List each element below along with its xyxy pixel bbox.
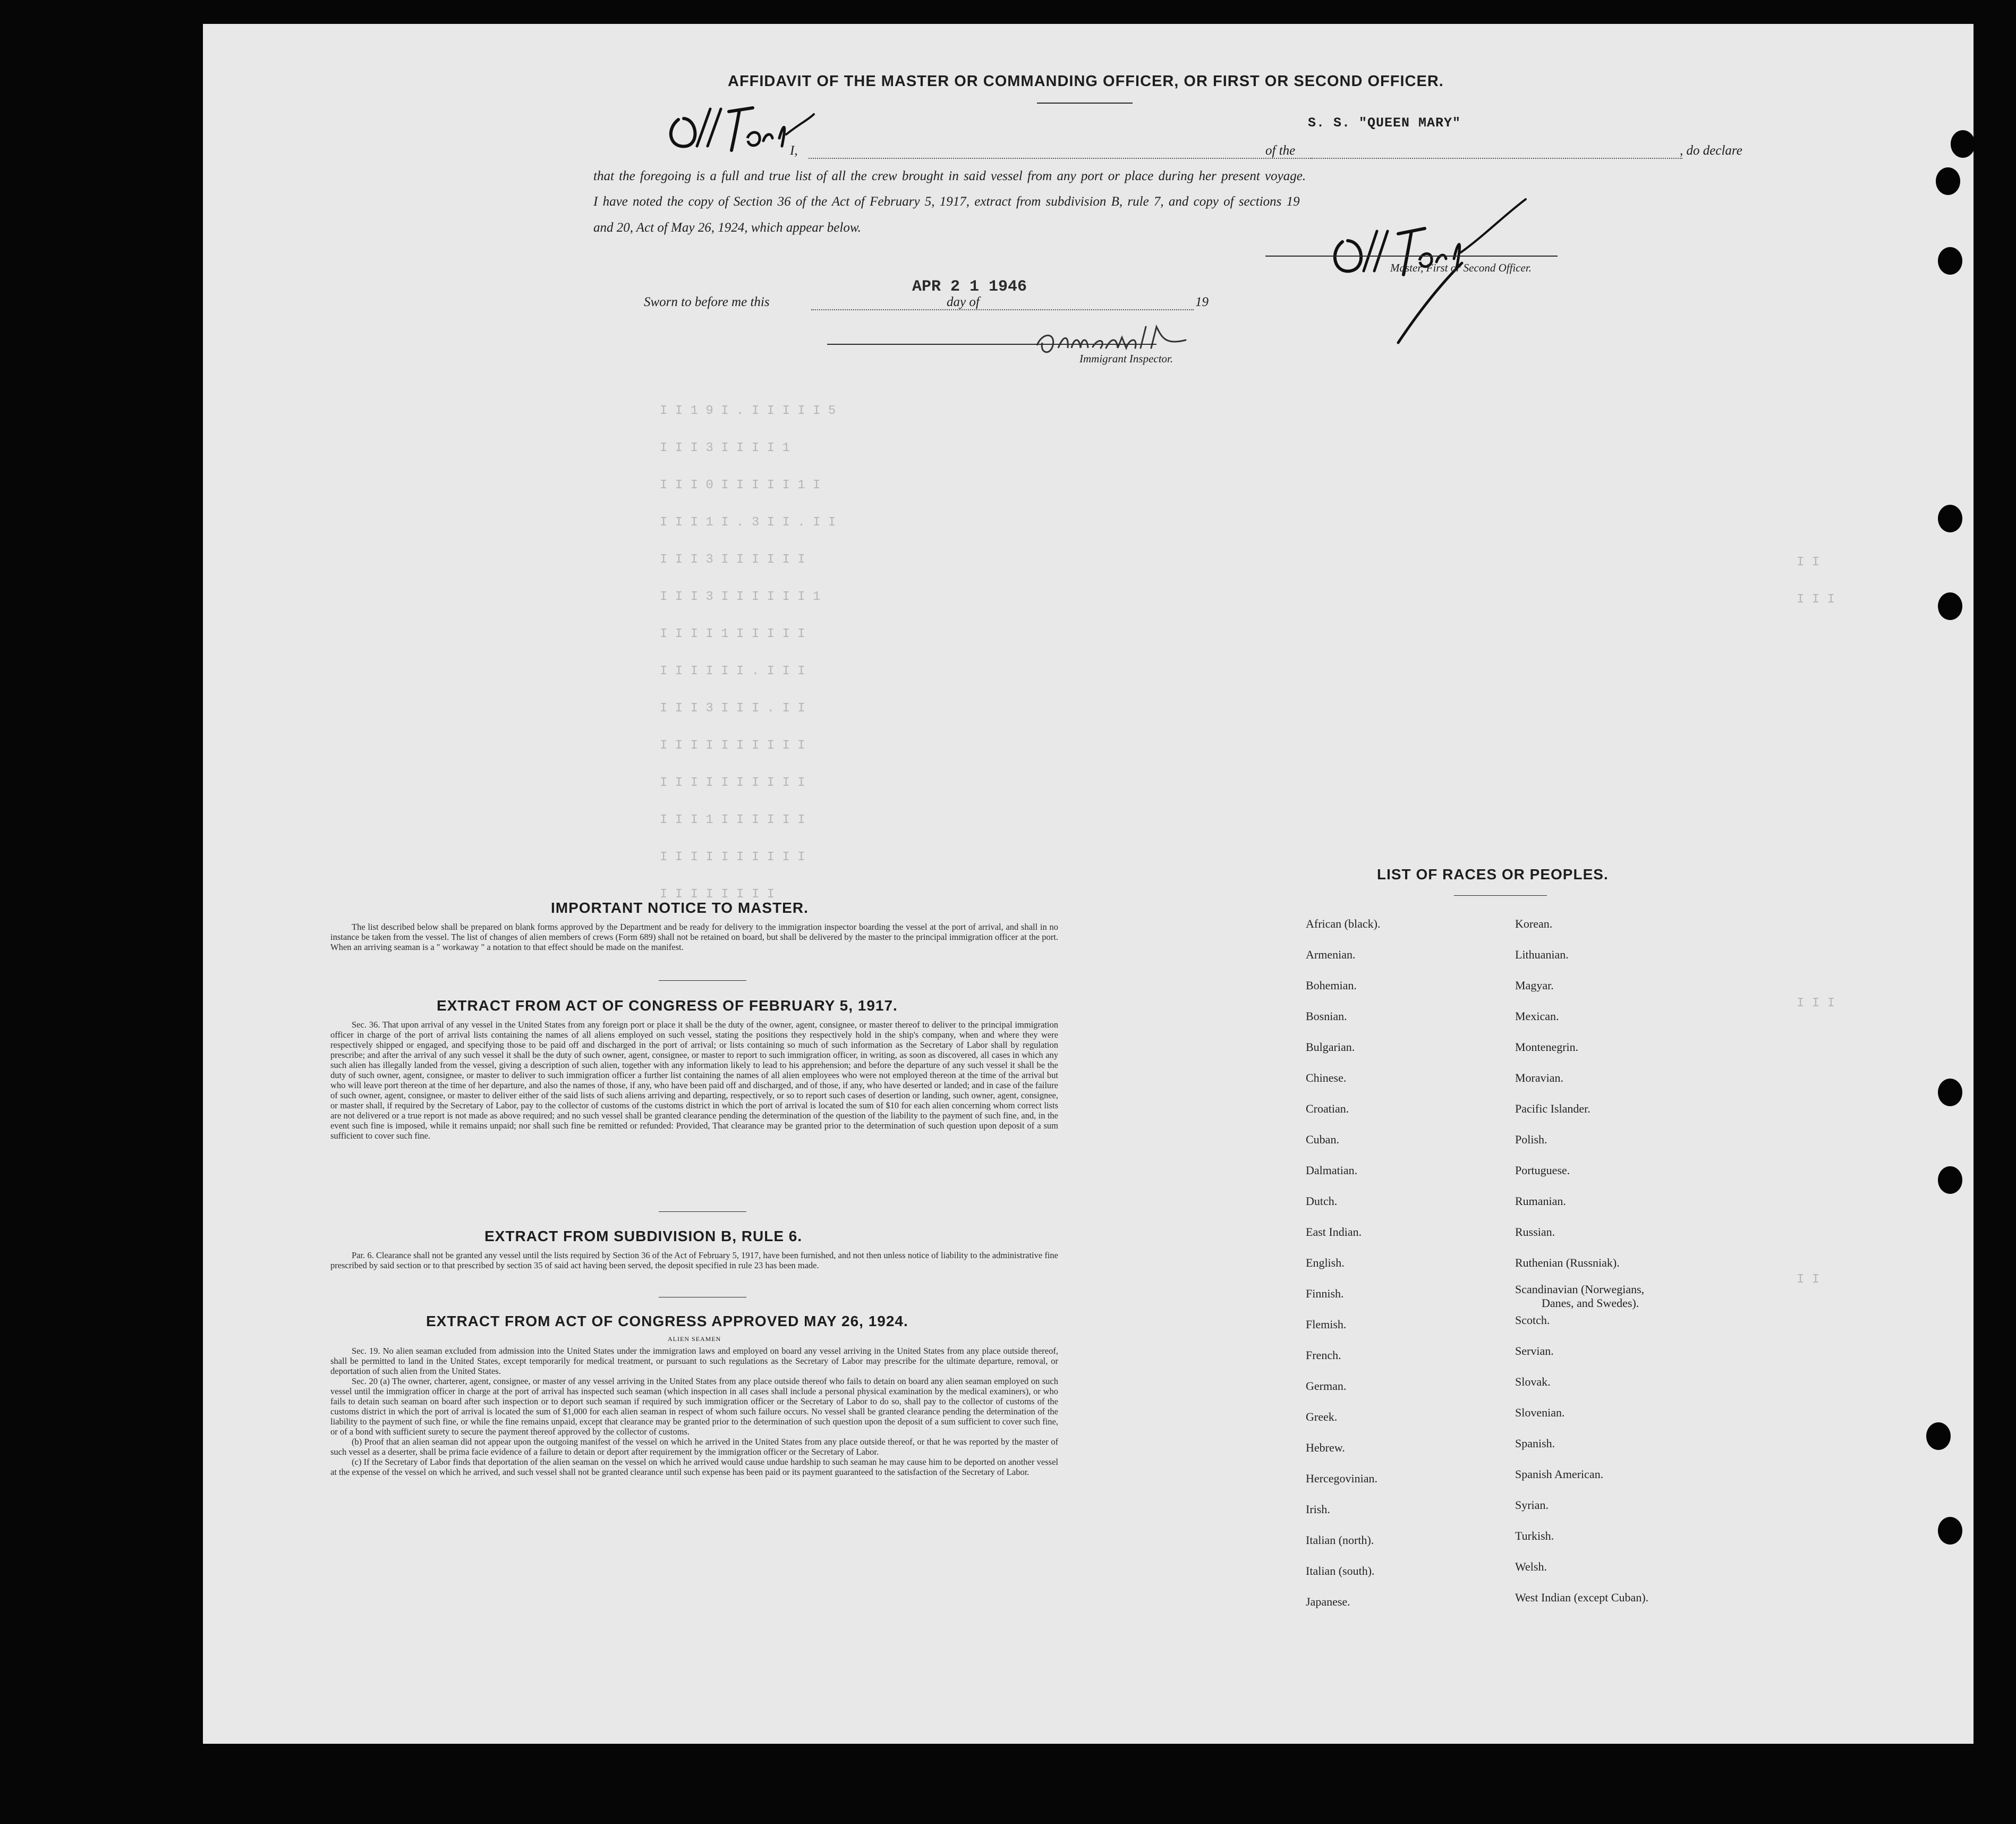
affidavit-i-label: I, (790, 143, 798, 158)
race-item: Montenegrin. (1515, 1040, 1579, 1054)
extract-rule6-title: EXTRACT FROM SUBDIVISION B, RULE 6. (484, 1228, 803, 1244)
sworn-date-stamp: APR 2 1 1946 (912, 278, 1027, 296)
race-item: Servian. (1515, 1344, 1554, 1358)
race-item: Bohemian. (1306, 979, 1357, 992)
race-item: African (black). (1306, 917, 1381, 930)
sec-19: Sec. 19. No alien seaman excluded from admission into the United States under the immigration laws and employed on board any vessel arriving in the United States from any place outside thereof, shall be permitted to land in the United States, except temporarily for medical treatment, or pursuant to such regulations as the Secretary of Labor may prescribe for the ultimate departure, removal, or deportation of such alien from the United States. (330, 1346, 1058, 1376)
race-item: Mexican. (1515, 1009, 1559, 1023)
do-declare-label: , do declare (1680, 143, 1742, 158)
race-item: Turkish. (1515, 1529, 1554, 1542)
races-title: LIST OF RACES OR PEOPLES. (1377, 866, 1609, 883)
extract-1924-text (330, 1346, 1058, 1477)
race-item: Portuguese. (1515, 1164, 1570, 1177)
race-item: Scandinavian (Norwegians, (1515, 1283, 1645, 1296)
notice-text: The list described below shall be prepared on blank forms approved by the Department and be ready for delivery to the immigration inspector boarding the vessel at the port of arrival, and shall in no instance be taken from the vessel. The list of changes of alien members of crews (Form 689) shall not be retained on board, but shall be delivered by the master to the principal immigration officer at the port. When an arriving seaman is a " workaway " a notation to that effect should be made on the manifest. (330, 922, 1058, 952)
race-item: Russian. (1515, 1225, 1555, 1238)
affidavit-line-2: that the foregoing is a full and true list of all the crew brought in said vessel from any port or place during her present voyage. (593, 169, 1306, 183)
race-item: Cuban. (1306, 1133, 1339, 1146)
race-item: Polish. (1515, 1133, 1547, 1146)
day-of-label: day of (947, 295, 980, 309)
inspector-caption: Immigrant Inspector. (1079, 352, 1173, 365)
extract-rule6-text: Par. 6. Clearance shall not be granted any vessel until the lists required by Section 36 of the Act of February 5, 1917, have been furnished, and not then unless notice of liability to the administrative fine prescribed by said section or to that prescribed by section 35 of said act having been served, the deposit specified in rule 23 has been made. (330, 1250, 1058, 1270)
race-item: Italian (south). (1306, 1564, 1375, 1577)
race-item: Greek. (1306, 1410, 1338, 1423)
race-item: Hercegovinian. (1306, 1472, 1377, 1485)
officer-caption: Master, First or Second Officer. (1390, 261, 1532, 274)
race-item: Dutch. (1306, 1194, 1338, 1208)
year-prefix: 19 (1195, 295, 1209, 309)
race-item: Hebrew. (1306, 1441, 1345, 1454)
sec-20a: Sec. 20 (a) The owner, charterer, agent, consignee, or master of any vessel arriving in the United States from any place outside thereof who fails to detain on board any alien seaman employed on such vessel until the immigration officer in charge at the port of arrival has inspected such seaman (which inspection in all cases shall include a personal physical examination by the medical examiners), or who fails to detain such seaman on board after such inspection or to deport such seaman if required by such immigration officer or the Secretary of Labor to do so, shall pay to the collector of customs of the customs district in which the port of arrival is located the sum of $1,000 for each alien seaman in respect of whom such failure occurs. No vessel shall be granted clearance pending the determination of the liability to the payment of such fine, or while the fine remains unpaid, except that clearance may be granted prior to the determination of such question upon the deposit of a sum sufficient to cover such fine, or of a bond with sufficient surety to secure the payment thereof approved by the collector of customs. (330, 1376, 1058, 1437)
race-item: Armenian. (1306, 948, 1356, 961)
race-item: East Indian. (1306, 1225, 1362, 1238)
affidavit-of-the-label: of the (1265, 143, 1296, 158)
extract-1917-text: Sec. 36. That upon arrival of any vessel in the United States from any foreign port or place it shall be the duty of the owner, agent, consignee, or master thereof to deliver to the principal immigration officer in charge of the port of arrival lists containing the names of all aliens employed on such vessel, stating the positions they respectively hold in the ship's company, when and where they were respectively shipped or engaged, and specifying those to be paid off and discharged in the port of arrival; or lists containing so much of such information as the Secretary of Labor shall by regulation prescribe; and after the arrival of any such vessel it shall be the duty of such owner, agent, consignee, or master to report to such immigration officer, in writing, as soon as discovered, all cases in which any such alien has illegally landed from the vessel, giving a description of such alien, together with any information likely to lead to his apprehension; and before the departure of any such vessel it shall be the duty of such owner, agent, consignee, or master to deliver to such immigration officer a further list containing the names of all alien employees who were not employed thereon at the time of the arrival but who will leave port thereon at the time of her departure, and also the names of those, if any, who have been paid off and discharged, and of those, if any, who have deserted or landed; and in case of the failure of such owner, agent, consignee, or master to deliver either of the said lists of such aliens arriving and departing, respectively, or so to report such cases of desertion or landing, such owner, agent, consignee, or master shall, if required by the Secretary of Labor, pay to the collector of customs of the customs district in which the port of arrival is located the sum of $10 for each alien concerning whom correct lists are not delivered or a true report is not made as above required; and no such vessel shall be granted clearance pending the determination of the question of the liability to the payment of such fine, and, in the event such fine is imposed, while it remains unpaid; nor shall such fine be remitted or refunded: Provided, That clearance may be granted prior to the determination of such question upon deposit of a sum sufficient to cover such fine. (330, 1020, 1058, 1141)
race-item: Irish. (1306, 1503, 1330, 1516)
vessel-name: S. S. "QUEEN MARY" (1308, 115, 1461, 131)
race-item-continued: Danes, and Swedes). (1542, 1296, 1639, 1310)
race-item: Finnish. (1306, 1287, 1344, 1300)
race-item: Spanish. (1515, 1437, 1555, 1450)
race-item: West Indian (except Cuban). (1515, 1591, 1649, 1604)
sec-20c: (c) If the Secretary of Labor finds that deportation of the alien seaman on the vessel on which he arrived would cause undue hardship to such seaman he may cause him to be deported on another vessel at the expense of the vessel on which he arrived, and such vessel shall not be granted clearance until such expense has been paid or its payment guaranteed to the satisfaction of the Secretary of Labor. (330, 1457, 1058, 1477)
race-item: French. (1306, 1348, 1341, 1362)
affidavit-line-3: I have noted the copy of Section 36 of the Act of February 5, 1917, extract from subdivision B, rule 7, and copy of sections 19 (593, 194, 1300, 209)
race-item: Spanish American. (1515, 1467, 1604, 1481)
race-item: Slovak. (1515, 1375, 1551, 1388)
race-item: Croatian. (1306, 1102, 1349, 1115)
race-item: German. (1306, 1379, 1347, 1393)
race-item: Italian (north). (1306, 1533, 1374, 1547)
race-item: Lithuanian. (1515, 948, 1569, 961)
sec-20b: (b) Proof that an alien seaman did not appear upon the outgoing manifest of the vessel on which he arrived in the United States from any place outside thereof, or that he was reported by the master of such vessel as a deserter, shall be prima facie evidence of a failure to detain or deport after requirement by the immigration officer or the Secretary of Labor. (330, 1437, 1058, 1457)
affidavit-title: AFFIDAVIT OF THE MASTER OR COMMANDING OFFICER, OR FIRST OR SECOND OFFICER. (728, 73, 1444, 90)
race-item: Dalmatian. (1306, 1164, 1358, 1177)
race-item: Syrian. (1515, 1498, 1549, 1512)
race-item: Magyar. (1515, 979, 1554, 992)
notice-title: IMPORTANT NOTICE TO MASTER. (551, 900, 809, 916)
race-item: Ruthenian (Russniak). (1515, 1256, 1620, 1269)
race-item: Bulgarian. (1306, 1040, 1355, 1054)
race-item: Flemish. (1306, 1318, 1347, 1331)
master-signature-1 (660, 88, 819, 178)
race-item: English. (1306, 1256, 1345, 1269)
extract-1924-subtitle: ALIEN SEAMEN (668, 1335, 721, 1343)
race-item: Moravian. (1515, 1071, 1564, 1084)
race-item: Slovenian. (1515, 1406, 1565, 1419)
race-item: Korean. (1515, 917, 1553, 930)
race-item: Rumanian. (1515, 1194, 1566, 1208)
race-item: Scotch. (1515, 1313, 1550, 1327)
race-item: Pacific Islander. (1515, 1102, 1590, 1115)
document-page: I I 1 9 I . I I I I I 5 I I I 3 I I I I 1 I I I 0 I I I I I 1 I I I I 1 I . 3 I I . I I I I I 3 I I I I I I I I I 3 I I I I I I 1 I I I I 1 I I I I I I I I I I I . I I I I I I 3 I I I . I I I I I I I I I I I I I I I I I I I I I I I I I 1 I I I I I I I I I I I I I I I I I I I I I I I I I I I I I I I I I I AFFIDAVIT OF THE MASTER OR COMMANDING OFFICER, OR FIRST OR SECOND OFFICER. I, of the S. S. "QUEEN MARY" , do declare that the foregoing is a full and true list of all the crew brought in said vessel from any port or place during her present voyage. I have noted the copy of Section 36 of the Act of February 5, 1917, extract from subdivision B, rule 7, and copy of sections 19 and 20, Act of May 26, 1924, which appear below. Master, First or Second Officer. Sworn to before me this APR 2 1 1946 day of 19 Immigrant Inspector. IMPORTANT NOTICE TO MASTER. The list described below shall be prepared on blank forms approved by the Department and be ready for delivery to the immigration inspector boarding the vessel at the port of arrival, and shall in no instance be taken from the vessel. The list of changes of alien members of crews (Form 689) shall not be retained on board, but shall be delivered by the master to the principal immigration officer at the port. When an arriving seaman is a " workaway " a notation to that effect should be made on the manifest. EXTRACT FROM ACT OF CONGRESS OF FEBRUARY 5, 1917. Sec. 36. That upon arrival of any vessel in the United States from any foreign port or place it shall be the duty of the owner, agent, consignee, or master thereof to deliver to the principal immigration officer in charge of the port of arrival lists containing the names of all aliens employed on such vessel, stating the positions they respectively hold in the ship's company, when and where they were respectively shipped or engaged, and specifying those to be paid off and discharged in the port of arrival; or lists containing so much of such information as the Secretary of Labor shall by regulation prescribe; and after the arrival of any such vessel it shall be the duty of such owner, agent, consignee, or master to report to such immigration officer, in writing, as soon as discovered, all cases in which any such alien has illegally landed from the vessel, giving a description of such alien, together with any information likely to lead to his apprehension; and before the departure of any such vessel it shall be the duty of such owner, agent, consignee, or master to deliver to such immigration officer a further list containing the names of all alien employees who were not employed thereon at the time of the arrival but who will leave port thereon at the time of her departure, and also the names of those, if any, who have been paid off and discharged, and of those, if any, who have deserted or landed; and in case of the failure of such owner, agent, consignee, or master to deliver either of the said lists of such aliens arriving and departing, respectively, or so to report such cases of desertion or landing, such owner, agent, consignee, or master shall, if required by the Secretary of Labor, pay to the collector of customs of the customs district in which the port of arrival is located the sum of $10 for each alien concerning whom correct lists are not delivered or a true report is not made as above required; and no such vessel shall be granted clearance pending the determination of the question of the liability to the payment of such fine, and, in the event such fine is imposed, while it remains unpaid; nor shall such fine be remitted or refunded: Provided, That clearance may be granted prior to the determination of such question upon deposit of a sum sufficient to cover such fine. EXTRACT FROM SUBDIVISION B, RULE 6. Par. 6. Clearance shall not be granted any vessel until the lists required by Section 36 of the Act of February 5, 1917, have been furnished, and not then unless notice of liability to the administrative fine prescribed by said section or to that prescribed by section 35 of said act having been served, the deposit specified in rule 23 has been made. EXTRACT FROM ACT OF CONGRESS APPROVED MAY 26, 1924. ALIEN SEAMEN Sec. 19. No alien seaman excluded from admission into the United States under the immigration laws and employed on board any vessel arriving in the United States from any place outside thereof, shall be permitted to land in the United States, except temporarily for medical treatment, or pursuant to such regulations as the Secretary of Labor may prescribe for the ultimate departure, removal, or deportation of such alien from the United States. Sec. 20 (a) The owner, charterer, agent, consignee, or master of any vessel arriving in the United States from any place outside thereof who fails to detain on board any alien seaman employed on such vessel until the immigration officer in charge at the port of arrival has inspected such seaman (which inspection in all cases shall include a personal physical examination by the medical examiners), or who fails to detain such seaman on board after such inspection or to deport such seaman if required by such immigration officer or the Secretary of Labor to do so, shall pay to the collector of customs of the customs district in which the port of arrival is located the sum of $1,000 for each alien seaman in respect of whom such failure occurs. No vessel shall be granted clearance pending the determination of the liability to the payment of such fine, or while the fine remains unpaid, except that clearance may be granted prior to the determination of such question upon the deposit of a sum sufficient to cover such fine, or of a bond with sufficient surety to secure the payment thereof approved by the collector of customs. (b) Proof that an alien seaman did not appear upon the outgoing manifest of the vessel on which he arrived in the United States from any place outside thereof, or that he was reported by the master of such vessel as a deserter, shall be prima facie evidence of a failure to detain or deport after requirement by the immigration officer or the Secretary of Labor. (c) If the Secretary of Labor finds that deportation of the alien seaman on the vessel on which he arrived would cause undue hardship to such seaman he may cause him to be deported on another vessel at the expense of the vessel on which he arrived, and such vessel shall not be granted clearance until such expense has been paid or its payment guaranteed to the satisfaction of the Secretary of Labor. LIST OF RACES OR PEOPLES. African (black). Armenian. Bohemian. Bosnian. Bulgarian. Chinese. Croatian. Cuban. Dalmatian. Dutch. East Indian. English. Finnish. Flemish. French. German. Greek. Hebrew. Hercegovinian. Irish. Italian (north). Italian (south). Japanese. Korean. Lithuanian. Magyar. Mexican. Montenegrin. Moravian. Pacific Islander. Polish. Portuguese. Rumanian. Russian. Ruthenian (Russniak). Scandinavian (Norwegians, Danes, and Swedes). Scotch. Servian. Slovak. Slovenian. Spanish. Spanish American. Syrian. Turkish. Welsh. West Indian (except Cuban). (203, 24, 1974, 1744)
extract-1924-title: EXTRACT FROM ACT OF CONGRESS APPROVED MAY 26, 1924. (426, 1313, 908, 1329)
race-item: Japanese. (1306, 1595, 1350, 1608)
race-item: Welsh. (1515, 1560, 1547, 1573)
sworn-label: Sworn to before me this (644, 295, 770, 309)
race-item: Chinese. (1306, 1071, 1347, 1084)
affidavit-line-4: and 20, Act of May 26, 1924, which appear below. (593, 220, 861, 235)
race-item: Bosnian. (1306, 1009, 1347, 1023)
extract-1917-title: EXTRACT FROM ACT OF CONGRESS OF FEBRUARY 5, 1917. (437, 997, 898, 1014)
